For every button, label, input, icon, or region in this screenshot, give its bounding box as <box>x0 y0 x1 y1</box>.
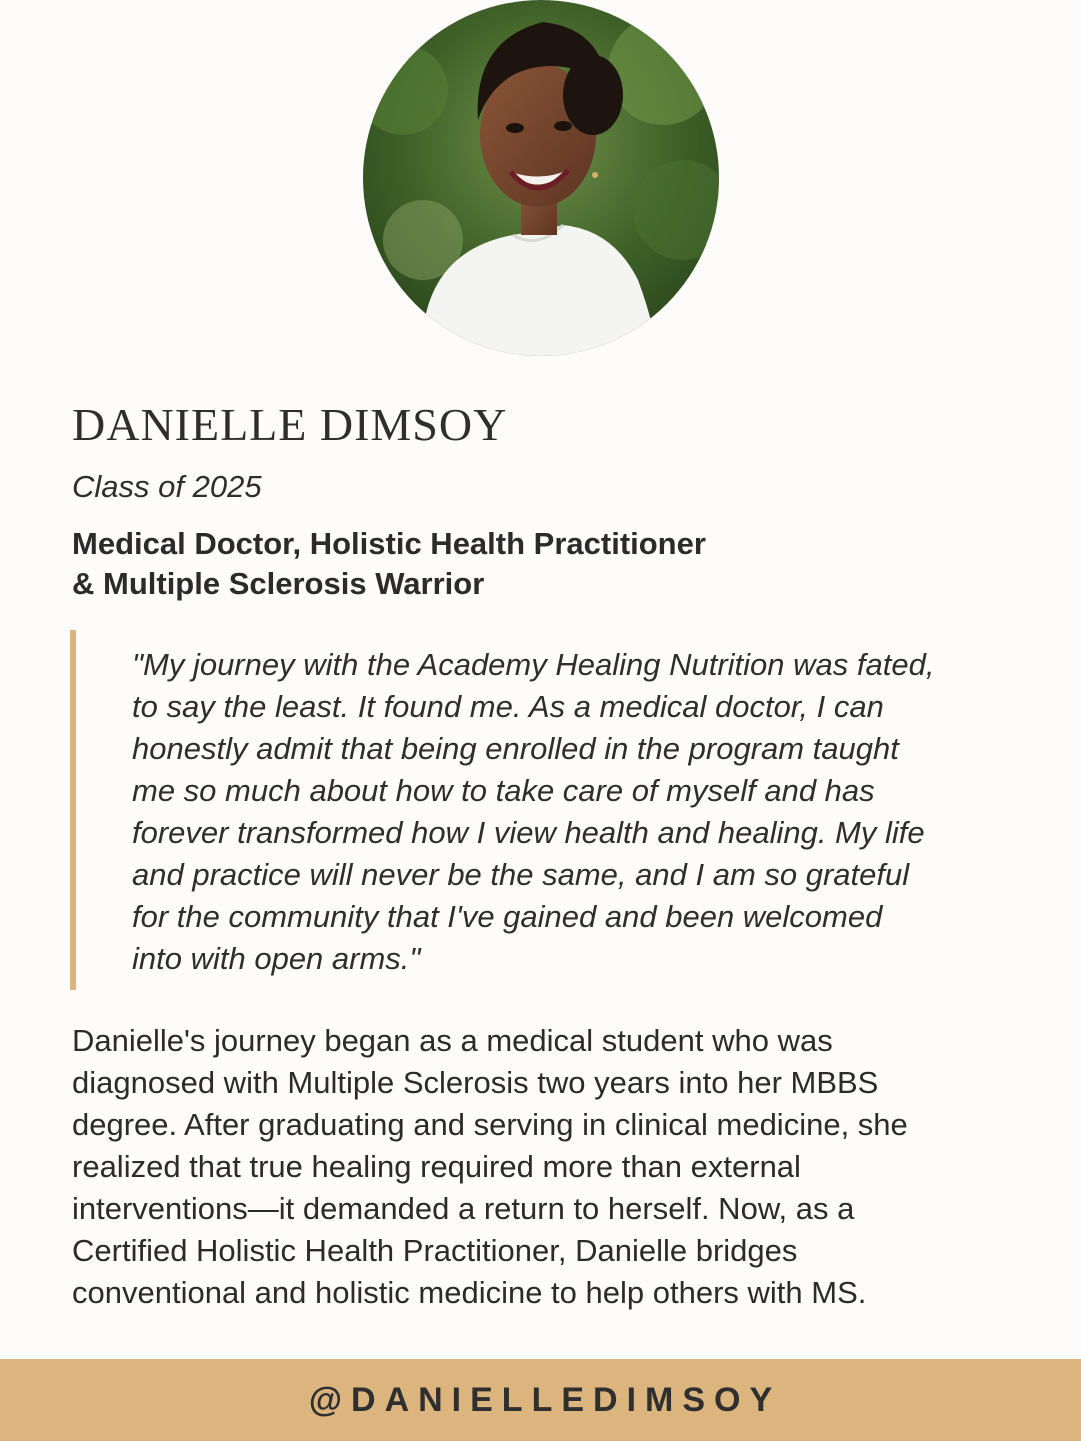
quote-line: to say the least. It found me. As a medical doctor, I can <box>132 689 884 724</box>
role-title <box>72 524 706 604</box>
bio-line: diagnosed with Multiple Sclerosis two years into her MBBS <box>72 1065 879 1100</box>
quote-line: forever transformed how I view health and healing. My life <box>132 815 925 850</box>
avatar <box>363 0 719 356</box>
role-line: & Multiple Sclerosis Warrior <box>72 566 485 601</box>
portrait-photo-icon <box>363 0 719 356</box>
bio-line: interventions—it demanded a return to herself. Now, as a <box>72 1191 855 1226</box>
quote-line: for the community that I've gained and been welcomed <box>132 899 883 934</box>
bio-line: degree. After graduating and serving in clinical medicine, she <box>72 1107 908 1142</box>
bio-paragraph <box>72 1020 1032 1314</box>
bio-line: realized that true healing required more than external <box>72 1149 801 1184</box>
quote-line: honestly admit that being enrolled in the program taught <box>132 731 899 766</box>
role-line: Medical Doctor, Holistic Health Practitioner <box>72 526 706 561</box>
bio-line: Certified Holistic Health Practitioner, Danielle bridges <box>72 1233 798 1268</box>
quote-line: "My journey with the Academy Healing Nutrition was fated, <box>132 647 935 682</box>
testimonial-quote <box>132 644 1052 980</box>
bio-line: conventional and holistic medicine to help others with MS. <box>72 1275 867 1310</box>
bio-line: Danielle's journey began as a medical student who was <box>72 1023 833 1058</box>
social-handle[interactable]: @DANIELLEDIMSOY <box>308 1380 782 1419</box>
footer-banner <box>0 1359 1081 1441</box>
class-year: Class of 2025 <box>72 469 262 504</box>
quote-line: me so much about how to take care of myself and has <box>132 773 875 808</box>
quote-line: into with open arms." <box>132 941 421 976</box>
quote-line: and practice will never be the same, and I am so grateful <box>132 857 910 892</box>
profile-name: DANIELLE DIMSOY <box>72 399 508 450</box>
quote-accent-bar <box>70 630 76 990</box>
